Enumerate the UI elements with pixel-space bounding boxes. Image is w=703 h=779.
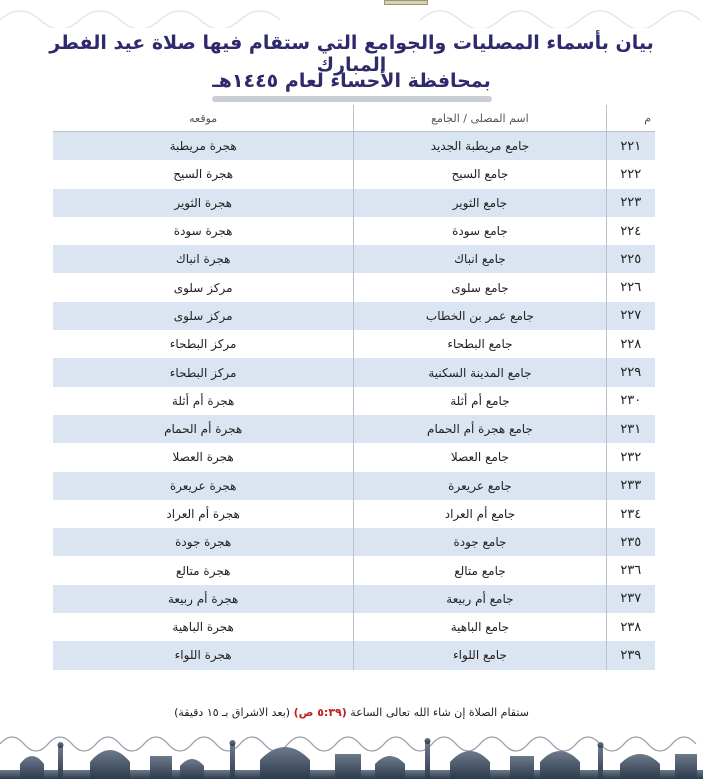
mosque-location: هجرة أم العراد [53,500,354,528]
table-row [53,641,655,669]
table-row [53,189,655,217]
mosque-name: جامع اللواء [354,641,606,669]
mosque-name: جامع انباك [354,245,606,273]
mosque-location: مركز البطحاء [53,330,354,358]
mosque-name: جامع جودة [354,528,606,556]
row-number: ٢٢٢ [606,160,655,188]
table-row [53,613,655,641]
mosque-location: مركز سلوى [53,273,354,301]
mosque-location: مركز البطحاء [53,358,354,386]
row-number: ٢٢٩ [606,358,655,386]
row-number: ٢٢٣ [606,189,655,217]
mosque-name: جامع عمر بن الخطاب [354,302,606,330]
table-row [53,302,655,330]
table-row [53,387,655,415]
table-row [53,556,655,584]
mosque-name: جامع العصلا [354,443,606,471]
mosque-name: جامع أم أثلة [354,387,606,415]
prayer-time: (٥:٣٩ ص) [293,706,347,719]
table-row [53,245,655,273]
mosque-name: جامع أم العراد [354,500,606,528]
mosque-location: هجرة اللواء [53,641,354,669]
mosque-location: هجرة أم الحمام [53,415,354,443]
prayer-time-note [120,706,583,719]
header-number: م [606,105,655,132]
mosque-location: هجرة مريطبة [53,132,354,161]
row-number: ٢٢١ [606,132,655,161]
mosque-location: هجرة أم ربيعة [53,585,354,613]
mosque-location: هجرة الثوير [53,189,354,217]
mosque-name: جامع البطحاء [354,330,606,358]
mosque-location: هجرة الباهية [53,613,354,641]
top-marker [384,0,428,5]
mosque-name: جامع مريطبة الجديد [354,132,606,161]
title-underline [212,96,492,102]
row-number: ٢٣٧ [606,585,655,613]
table-header-row [53,105,655,132]
mosque-name: جامع الباهية [354,613,606,641]
top-decorative-pattern [0,0,703,28]
mosque-name: جامع أم ربيعة [354,585,606,613]
mosque-location: هجرة أم أثلة [53,387,354,415]
table-row [53,443,655,471]
table-row [53,330,655,358]
table-row [53,273,655,301]
row-number: ٢٣١ [606,415,655,443]
table-row [53,415,655,443]
table-row [53,472,655,500]
row-number: ٢٣٦ [606,556,655,584]
row-number: ٢٣٩ [606,641,655,669]
mosque-location: هجرة السيح [53,160,354,188]
row-number: ٢٣٠ [606,387,655,415]
mosque-name: جامع سلوى [354,273,606,301]
mosque-name: جامع سودة [354,217,606,245]
mosque-name: جامع متالع [354,556,606,584]
mosque-name: جامع المدينة السكنية [354,358,606,386]
row-number: ٢٣٣ [606,472,655,500]
mosque-location: هجرة متالع [53,556,354,584]
mosque-location: هجرة عريعرة [53,472,354,500]
mosque-location: هجرة العصلا [53,443,354,471]
footer-text: ستقام الصلاة إن شاء الله تعالى الساعة [350,706,529,719]
table-row [53,358,655,386]
table-row [53,132,655,161]
row-number: ٢٢٧ [606,302,655,330]
table-row [53,160,655,188]
mosque-name: جامع هجرة أم الحمام [354,415,606,443]
table-row [53,585,655,613]
mosque-location: هجرة سودة [53,217,354,245]
row-number: ٢٢٨ [606,330,655,358]
mosque-name: جامع الثوير [354,189,606,217]
row-number: ٢٢٥ [606,245,655,273]
mosque-name: جامع السيح [354,160,606,188]
document-subtitle: بمحافظة الأحساء لعام ١٤٤٥هـ [212,70,491,92]
row-number: ٢٣٢ [606,443,655,471]
row-number: ٢٣٤ [606,500,655,528]
mosques-table [53,105,655,670]
table-row [53,217,655,245]
mosque-location: هجرة جودة [53,528,354,556]
document-title: بيان بأسماء المصليات والجوامع التي ستقام فيها صلاة عيد الفطر المبارك [49,32,654,76]
mosque-location: هجرة انباك [53,245,354,273]
header-location: موقعه [53,105,354,132]
row-number: ٢٣٨ [606,613,655,641]
mosque-name: جامع عريعرة [354,472,606,500]
row-number: ٢٢٤ [606,217,655,245]
mosque-location: مركز سلوى [53,302,354,330]
table-row [53,500,655,528]
mosque-skyline-decoration [0,726,703,779]
row-number: ٢٣٥ [606,528,655,556]
footer-after-sunrise: (بعد الاشراق بـ ١٥ دقيقة) [174,706,291,719]
table-row [53,528,655,556]
header-mosque-name: اسم المصلى / الجامع [354,105,606,132]
row-number: ٢٢٦ [606,273,655,301]
